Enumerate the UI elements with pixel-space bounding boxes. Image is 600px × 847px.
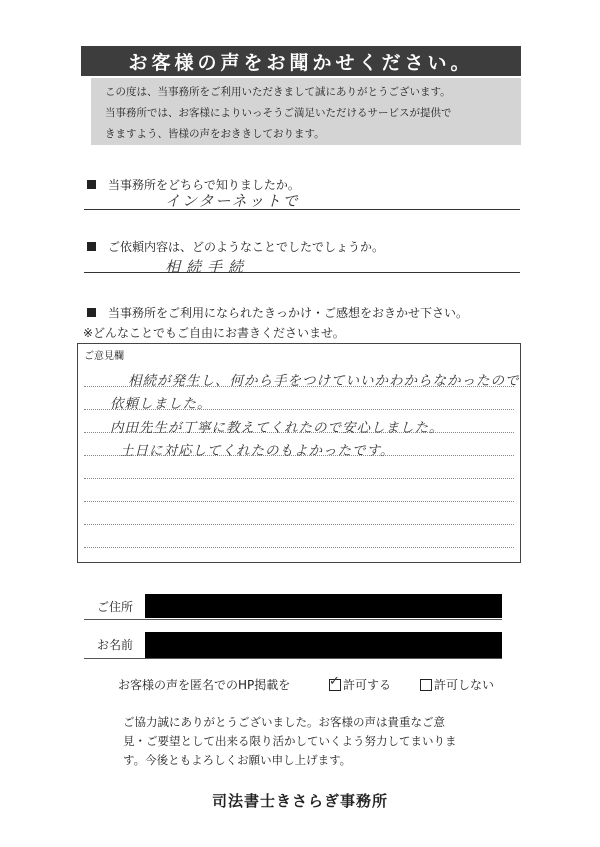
square-bullet-icon [87, 242, 96, 251]
square-bullet-icon [87, 180, 96, 189]
checkbox-yes[interactable] [329, 673, 341, 691]
consent-question: お客様の声を匿名でのHP掲載を [118, 678, 291, 692]
comment-box-label: ご意見欄 [84, 351, 124, 362]
intro-box [91, 78, 521, 145]
question-impression [87, 304, 468, 321]
office-name: 司法書士きさらぎ事務所 [211, 792, 388, 810]
checkbox-no[interactable] [420, 679, 432, 691]
answer-request[interactable]: 相続手続 [165, 258, 250, 276]
question-source-label: 当事務所をどちらで知りましたか。 [108, 178, 300, 192]
name-line [84, 658, 502, 659]
comment-line: 土日に対応してくれたのもよかったです。 [120, 443, 395, 459]
consent-no-option[interactable] [420, 676, 494, 693]
ruled-line [84, 547, 514, 548]
checkmark-icon: ✓ [329, 673, 340, 689]
ruled-line [84, 524, 514, 525]
closing-line: 見・ご要望として出来る限り活かしていくよう努力してまいりま [123, 734, 457, 748]
consent-yes-option[interactable] [329, 673, 392, 693]
square-bullet-icon [87, 308, 96, 317]
closing-line: ご協力誠にありがとうございました。お客様の声は貴重なご意 [123, 715, 445, 729]
closing-line: す。今後ともよろしくお願い申し上げます。 [123, 753, 352, 767]
intro-line: きますよう、皆様の声をおききしております。 [105, 128, 325, 140]
comment-line: 内田先生が丁寧に教えてくれたので安心しました。 [110, 420, 444, 436]
intro-line: 当事務所では、お客様によりいっそうご満足いただけるサービスが提供で [105, 107, 452, 119]
name-redaction [145, 632, 502, 658]
address-redaction [145, 594, 502, 618]
page-title: お客様の声をお聞かせください。 [81, 46, 521, 76]
ruled-line [84, 501, 514, 502]
question-request [87, 238, 384, 255]
answer-line [84, 272, 520, 273]
question-request-label: ご依頼内容は、どのようなことでしたでしょうか。 [108, 240, 385, 254]
intro-line: この度は、当事務所をご利用いただきまして誠にありがとうございます。 [105, 86, 451, 98]
name-label: お名前 [97, 638, 134, 652]
closing-message [123, 713, 503, 770]
comment-line: 依頼しました。 [110, 396, 212, 412]
answer-line [84, 209, 520, 210]
address-line [84, 619, 502, 620]
consent-yes-label: 許可する [343, 678, 392, 692]
consent-no-label: 許可しない [434, 678, 495, 692]
free-comment-note: ※どんなことでもご自由にお書きくださいませ。 [83, 326, 345, 340]
address-label: ご住所 [97, 600, 134, 614]
ruled-line [84, 478, 514, 479]
comment-box[interactable] [77, 343, 521, 563]
comment-line: 相続が発生し、何から手をつけていいかわからなかったので [128, 373, 520, 389]
question-impression-label: 当事務所をご利用になられたきっかけ・ご感想をおきかせ下さい。 [108, 306, 469, 320]
answer-source[interactable]: インターネットで [165, 192, 300, 210]
